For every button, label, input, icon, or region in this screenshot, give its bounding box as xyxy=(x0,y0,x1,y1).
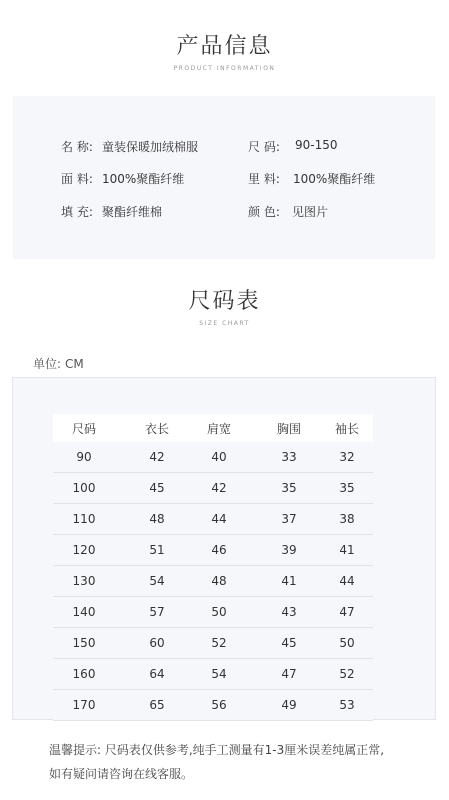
header-length: 衣长 xyxy=(144,421,169,436)
table-cell: 60 xyxy=(149,636,165,650)
unit-line xyxy=(33,355,84,372)
product-info-panel xyxy=(13,96,435,259)
table-row xyxy=(53,659,373,690)
table-cell: 140 xyxy=(72,605,96,619)
table-cell: 44 xyxy=(339,574,355,588)
table-cell: 47 xyxy=(281,667,297,681)
table-cell: 44 xyxy=(211,512,227,526)
table-cell: 52 xyxy=(211,636,227,650)
table-cell: 45 xyxy=(149,481,165,495)
info-value-filling: 聚酯纤维棉 xyxy=(102,205,163,219)
table-cell: 53 xyxy=(339,698,355,712)
table-cell: 57 xyxy=(149,605,165,619)
table-row xyxy=(53,535,373,566)
header-sleeve: 袖长 xyxy=(334,421,359,436)
table-cell: 42 xyxy=(211,481,227,495)
info-label-name: 名 称: xyxy=(61,140,93,154)
table-cell: 64 xyxy=(149,667,165,681)
table-cell: 130 xyxy=(72,574,96,588)
table-cell: 49 xyxy=(281,698,297,712)
table-row xyxy=(53,442,373,473)
table-cell: 35 xyxy=(339,481,355,495)
product-info-subtitle: PRODUCT INFORMATION xyxy=(173,65,276,72)
table-cell: 32 xyxy=(339,450,355,464)
table-cell: 65 xyxy=(149,698,165,712)
table-cell: 41 xyxy=(339,543,355,557)
table-cell: 42 xyxy=(149,450,165,464)
table-cell: 33 xyxy=(281,450,297,464)
header-shoulder: 肩宽 xyxy=(206,421,231,436)
info-value-lining: 100%聚酯纤维 xyxy=(293,172,376,186)
size-chart-title: 尺码表 xyxy=(188,289,261,314)
info-value-name: 童装保暖加绒棉服 xyxy=(102,140,199,154)
info-value-color: 见图片 xyxy=(292,205,329,219)
header-chest: 胸围 xyxy=(276,421,301,436)
table-cell: 170 xyxy=(72,698,96,712)
table-cell: 37 xyxy=(281,512,297,526)
size-chart-subtitle: SIZE CHART xyxy=(199,320,250,327)
table-cell: 56 xyxy=(211,698,227,712)
table-cell: 51 xyxy=(149,543,165,557)
table-cell: 100 xyxy=(72,481,96,495)
table-row xyxy=(53,504,373,535)
info-label-size: 尺 码: xyxy=(248,140,280,154)
table-cell: 41 xyxy=(281,574,297,588)
table-cell: 45 xyxy=(281,636,297,650)
table-row xyxy=(53,566,373,597)
info-value-size: 90-150 xyxy=(295,138,338,152)
table-cell: 47 xyxy=(339,605,355,619)
info-label-color: 颜 色: xyxy=(248,205,280,219)
table-cell: 110 xyxy=(72,512,96,526)
header-size: 尺码 xyxy=(71,421,96,436)
table-cell: 54 xyxy=(149,574,165,588)
table-cell: 52 xyxy=(339,667,355,681)
note-line-1: 温馨提示: 尺码表仅供参考,纯手工测量有1-3厘米误差纯属正常, xyxy=(49,743,385,757)
table-row xyxy=(53,628,373,659)
table-cell: 46 xyxy=(211,543,227,557)
info-value-fabric: 100%聚酯纤维 xyxy=(102,172,185,186)
table-cell: 40 xyxy=(211,450,227,464)
table-cell: 48 xyxy=(211,574,227,588)
table-cell: 50 xyxy=(211,605,227,619)
table-cell: 150 xyxy=(72,636,96,650)
table-header-row xyxy=(53,414,373,442)
table-cell: 48 xyxy=(149,512,165,526)
table-row xyxy=(53,597,373,628)
table-cell: 160 xyxy=(72,667,96,681)
unit-value: CM xyxy=(65,357,84,371)
table-cell: 50 xyxy=(339,636,355,650)
table-row xyxy=(53,473,373,504)
size-table xyxy=(53,414,373,721)
info-label-lining: 里 料: xyxy=(248,172,280,186)
table-cell: 43 xyxy=(281,605,297,619)
table-row xyxy=(53,690,373,721)
table-cell: 39 xyxy=(281,543,297,557)
table-cell: 90 xyxy=(76,450,92,464)
info-label-fabric: 面 料: xyxy=(61,172,93,186)
table-cell: 35 xyxy=(281,481,297,495)
note-line-2: 如有疑问请咨询在线客服。 xyxy=(49,767,194,781)
info-label-filling: 填 充: xyxy=(61,205,93,219)
table-cell: 120 xyxy=(72,543,96,557)
table-body xyxy=(53,442,373,721)
product-info-title: 产品信息 xyxy=(176,34,273,59)
table-cell: 38 xyxy=(339,512,355,526)
table-cell: 54 xyxy=(211,667,227,681)
unit-label: 单位: xyxy=(33,357,62,371)
